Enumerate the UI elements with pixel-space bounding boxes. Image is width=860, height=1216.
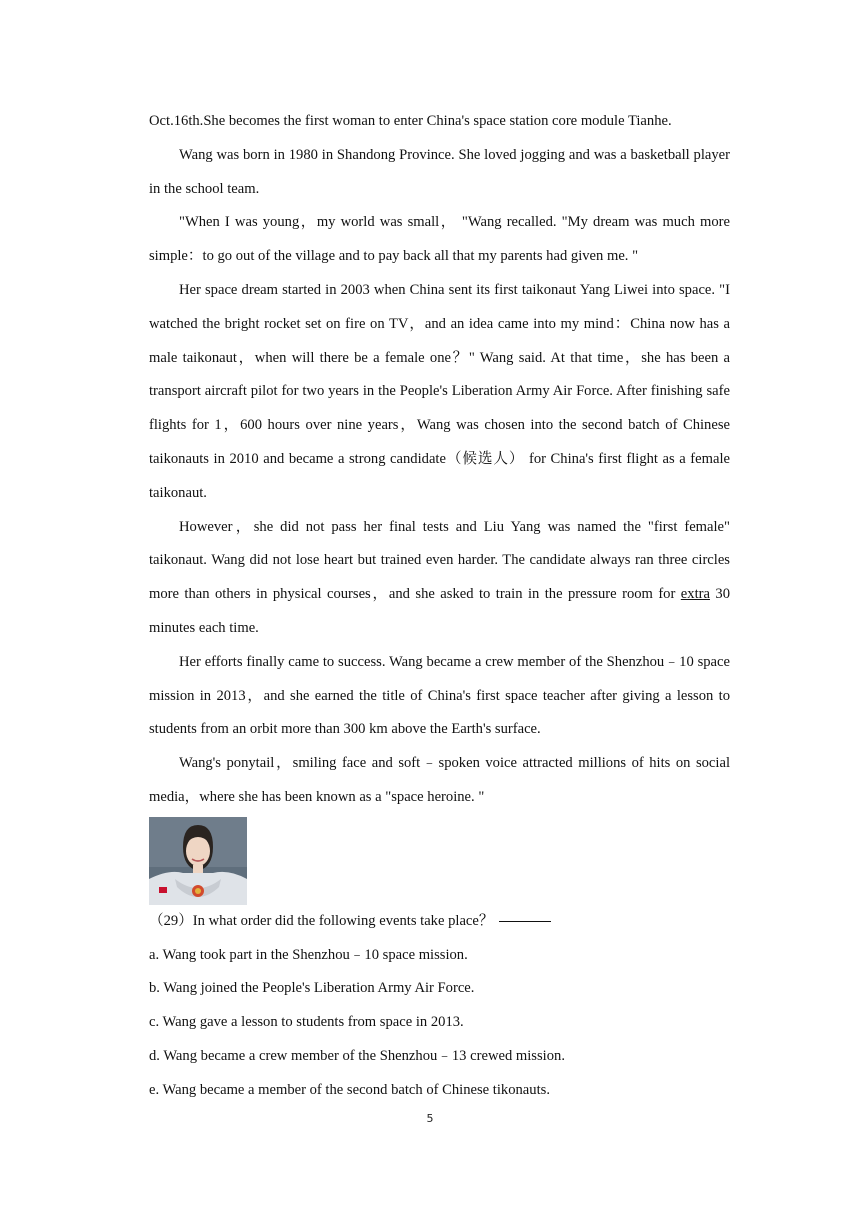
underlined-word: extra (680, 586, 710, 603)
astronaut-portrait-icon (149, 817, 247, 905)
question-29 (149, 905, 730, 1108)
option-e: e. Wang became a member of the second batch of Chinese tikonauts. (149, 1081, 550, 1098)
question-stem-text: （29）In what order did the following events take place？ (149, 912, 494, 929)
paragraph-2: Wang was born in 1980 in Shandong Province. She loved jogging and was a basketball player in the school team. (149, 146, 730, 197)
paragraph-5-text-b: 30 minutes each time. (149, 586, 731, 636)
question-stem (149, 905, 730, 939)
paragraph-3: "When I was young，my world was small， "Wang recalled. "My dream was much more simple：to go out of the village and to pay back all that my parents had given me. " (149, 214, 730, 265)
paragraph-6: Her efforts finally came to success. Wang became a crew member of the Shenzhou﹣10 space mission in 2013，and she earned the title of China's first space teacher after giving a lesson to students from an orbit more than 300 km above the Earth's surface. (149, 653, 730, 738)
paragraph-1: Oct.16th.She becomes the first woman to enter China's space station core module Tianhe. (149, 113, 672, 129)
answer-blank[interactable] (499, 920, 551, 922)
article-body (149, 105, 730, 1108)
paragraph-4: Her space dream started in 2003 when China sent its first taikonaut Yang Liwei into space. "I watched the bright rocket set on fire on TV，and an idea came into my mind：China now has a male taikonaut，when will there be a female one？" Wang said. At that time，she has been a transport aircraft pilot for two years in the People's Liberation Army Air Force. After finishing safe flights for 1，600 hours over nine years，Wang was chosen into the second batch of Chinese taikonauts in 2010 and became a strong candidate（候选人） for China's first flight as a female taikonaut. (149, 281, 730, 501)
option-b: b. Wang joined the People's Liberation Army Air Force. (149, 980, 475, 997)
page-number: 5 (426, 1112, 434, 1125)
paragraph-5-text-a: However，she did not pass her final tests and Liu Yang was named the "first female" taikonaut. Wang did not lose heart but trained even harder. The candidate always ran three circles more than others in physical courses，and she asked to train in the pressure room for (149, 518, 730, 603)
option-c: c. Wang gave a lesson to students from space in 2013. (149, 1014, 464, 1031)
option-d: d. Wang became a crew member of the Shenzhou﹣13 crewed mission. (149, 1047, 565, 1064)
paragraph-5 (149, 511, 730, 646)
option-a: a. Wang took part in the Shenzhou﹣10 space mission. (149, 946, 468, 963)
paragraph-7: Wang's ponytail，smiling face and soft﹣spoken voice attracted millions of hits on social media，where she has been known as a "space heroine. " (149, 755, 730, 805)
